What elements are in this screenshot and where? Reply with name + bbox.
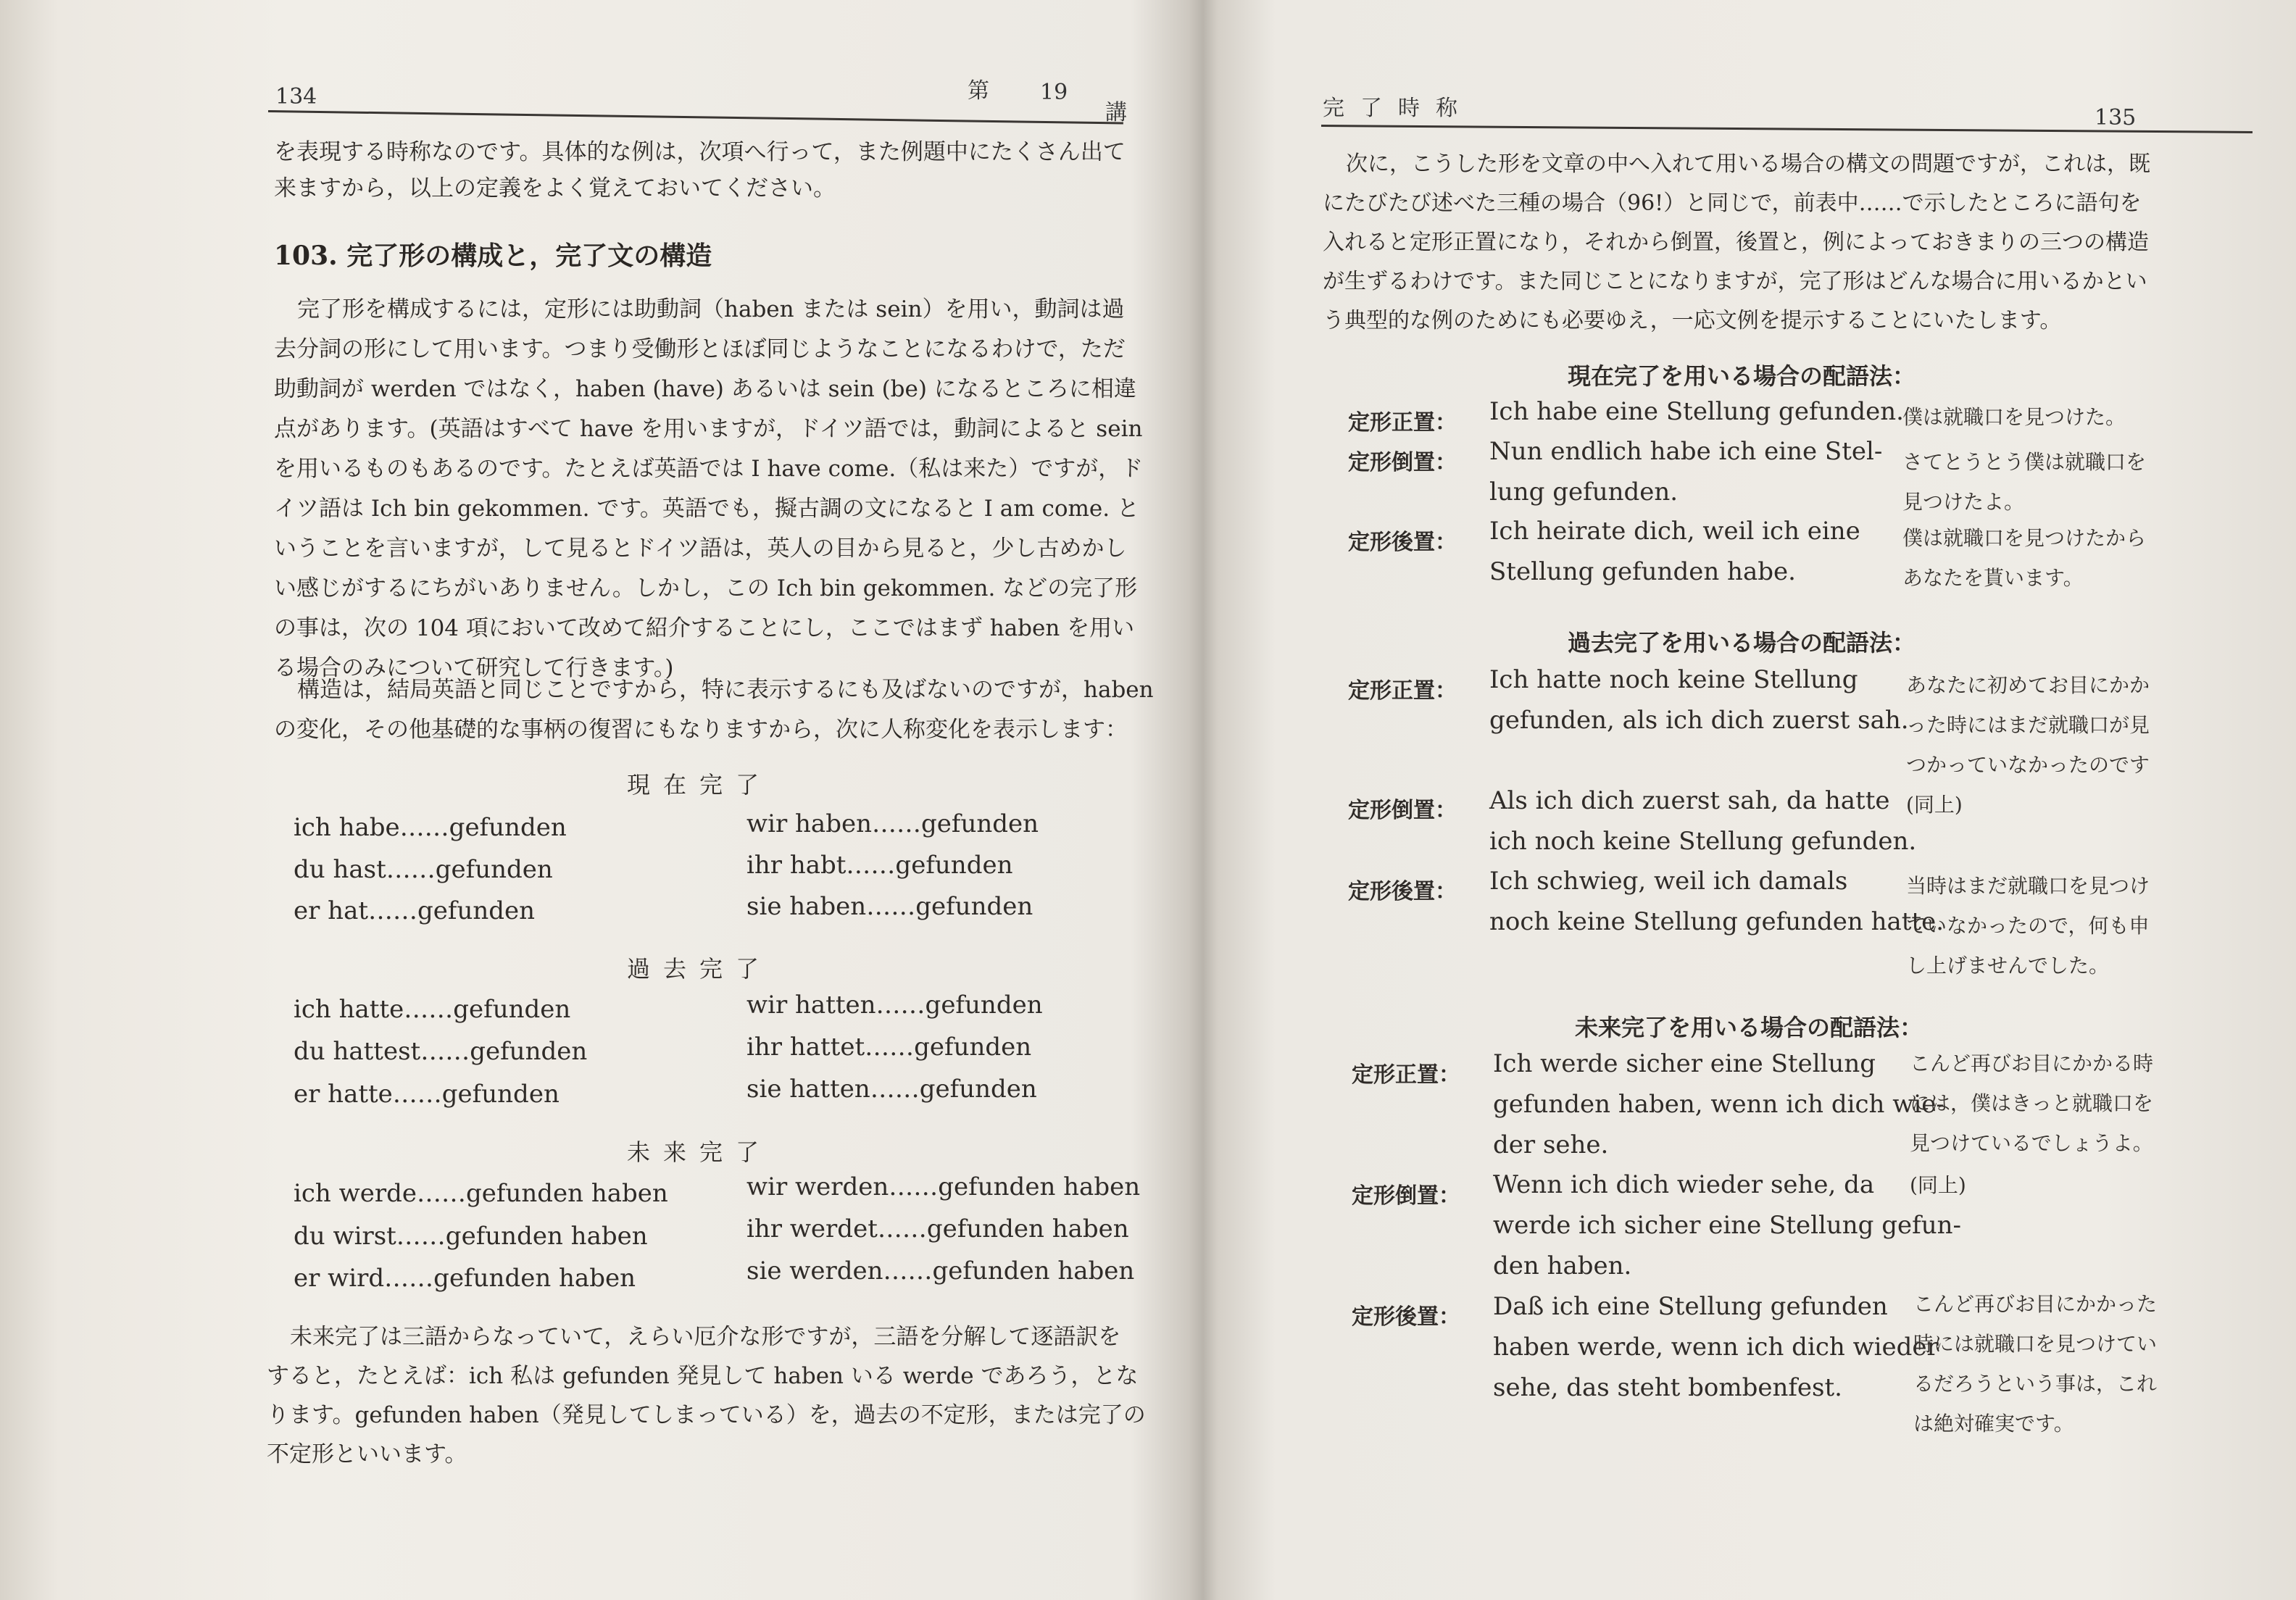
conjugation-cell: wir haben……gefunden [746,809,1039,838]
text-line: 入れると定形正置になり，それから倒置，後置と，例によっておきまりの三つの構造 [1323,230,2149,255]
german-sentence [1493,1164,1961,1286]
text-line: 見つけたよ。 [1902,490,2025,514]
table-title-future-perfect: 未来完了 [627,1138,773,1166]
text-line: (同上) [1910,1173,1966,1197]
japanese-translation [1910,1043,2153,1163]
text-line: Nun endlich habe ich eine Stel- [1489,437,1883,466]
text-line: った時にはまだ就職口が見 [1906,713,2150,737]
section-heading-pluperfect: 過去完了を用いる場合の配語法： [1568,629,1916,657]
text-line: gefunden haben, wenn ich dich wie- [1493,1090,1944,1119]
text-line: の変化，その他基礎的な事柄の復習にもなりますから，次に人称変化を表示します： [274,717,1128,743]
row-label: 定形後置： [1348,879,1457,904]
conjugation-cell: sie haben……gefunden [746,892,1033,921]
text-line: 不定形といいます。 [267,1441,467,1467]
conjugation-cell: er hat……gefunden [294,896,536,925]
text-line: ります。gefunden haben（発見してしまっている）を，過去の不定形，または完了の [267,1402,1146,1428]
text-line: den haben. [1493,1251,1632,1280]
row-label: 定形後置： [1348,530,1457,555]
conjugation-cell: du hast……gefunden [294,855,553,884]
section-heading-103: 103. 完了形の構成と，完了文の構造 [274,241,712,271]
german-sentence [1489,511,1860,592]
text-line: 見つけているでしょうよ。 [1910,1131,2153,1155]
text-line: Ich habe eine Stellung gefunden. [1489,397,1904,426]
text-line: いうことを言いますが，して見るとドイツ語は，英人の目から見ると，少し古めかし [274,536,1127,562]
page-number-left: 134 [275,84,317,109]
paragraph-structure [274,670,1154,750]
section-heading-present-perfect: 現在完了を用いる場合の配語法： [1568,362,1916,390]
text-line: 僕は就職口を見つけた。 [1902,405,2126,429]
text-line: う典型的な例のためにも必要ゆえ，一応文例を提示することにいたします。 [1323,308,2062,333]
german-sentence [1489,780,1916,862]
section-heading-future-perfect: 未来完了を用いる場合の配語法： [1575,1014,1923,1041]
row-label: 定形倒置： [1348,450,1457,475]
text-line: sehe, das steht bombenfest. [1493,1373,1842,1402]
row-label: 定形正置： [1348,678,1457,704]
text-line: 僕は就職口を見つけたから [1902,526,2147,550]
text-line: あなたを貰います。 [1902,566,2084,590]
text-line: の事は，次の 104 項において改めて紹介することにし，ここではまず haben を用い [274,615,1135,641]
chapter-header-dai: 第 [968,78,989,104]
japanese-translation [1902,397,2126,437]
conjugation-cell: ich habe……gefunden [294,813,567,842]
row-label: 定形倒置： [1348,798,1457,823]
conjugation-cell: du hattest……gefunden [294,1037,588,1066]
text-line: 点があります。(英語はすべて have を用いますが，ドイツ語では，動詞によると sein [274,416,1143,442]
intro-paragraph-left [274,134,1126,207]
conjugation-cell: sie werden……gefunden haben [746,1257,1135,1286]
conjugation-cell: er hatte……gefunden [294,1080,560,1109]
japanese-translation [1902,442,2146,522]
text-line: を用いるものもあるのです。たとえば英語では I have come.（私は来た）ですが，ド [274,456,1144,482]
text-line: der sehe. [1493,1130,1609,1159]
text-line: すると，たとえば：ich 私は gefunden 発見して haben いる werde であろう，とな [267,1363,1139,1389]
text-line: い感じがするにちがいありません。しかし，この Ich bin gekommen. などの完了形 [274,575,1138,601]
german-sentence [1493,1286,1939,1408]
text-line: 来ますから，以上の定義をよく覚えておいてください。 [274,175,836,201]
japanese-translation [1902,518,2146,598]
conjugation-cell: ihr hattet……gefunden [746,1033,1032,1062]
text-line: gefunden, als ich dich zuerst sah. [1489,706,1909,735]
row-label: 定形倒置： [1352,1183,1460,1209]
text-line: 次に，こうした形を文章の中へ入れて用いる場合の構文の問題ですが，これは，既 [1346,151,2150,177]
japanese-translation [1906,866,2150,986]
text-line: し上げませんでした。 [1906,954,2110,978]
text-line: Ich schwieg, weil ich damals [1489,867,1848,896]
text-line: lung gefunden. [1489,478,1679,507]
german-sentence [1489,391,1904,432]
conjugation-cell: wir werden……gefunden haben [746,1172,1141,1201]
text-line: 未来完了は三語からなっていて，えらい厄介な形ですが，三語を分解して逐語訳を [290,1324,1121,1350]
text-line: 構造は，結局英語と同じことですから，特に表示するにも及ばないのですが，haben [297,677,1154,703]
intro-paragraph-right [1323,145,2150,341]
text-line: noch keine Stellung gefunden hatte. [1489,907,1944,936]
text-line: さてとうとう僕は就職口を [1902,450,2147,474]
japanese-translation [1906,665,2150,785]
conjugation-cell: ich werde……gefunden haben [294,1179,668,1208]
row-label: 定形正置： [1352,1062,1460,1088]
text-line: 完了形を構成するには，定形には助動詞（haben または sein）を用い，動詞は過 [297,296,1125,322]
row-label: 定形後置： [1352,1304,1460,1330]
german-sentence [1493,1043,1944,1165]
table-title-perfect: 現在完了 [627,771,773,799]
japanese-translation [1906,785,1963,825]
conjugation-cell: sie hatten……gefunden [746,1075,1037,1104]
text-line: Als ich dich zuerst sah, da hatte [1489,786,1890,815]
chapter-header-right: 完了時称 [1323,96,1473,121]
text-line: Ich hatte noch keine Stellung [1489,665,1858,694]
chapter-header-number: 19 [1040,80,1068,105]
paragraph-future-perfect [267,1317,1146,1474]
text-line: を表現する時称なのです。具体的な例は，次項へ行って，また例題中にたくさん出て [274,139,1126,165]
japanese-translation [1913,1284,2157,1443]
text-line: 時には就職口を見つけてい [1913,1332,2158,1356]
text-line: つかっていなかったのです [1906,753,2150,777]
text-line: 助動詞が werden ではなく，haben (have) あるいは sein (be) になるところに相違 [274,376,1136,402]
chapter-header-kou: 講 [1105,100,1127,125]
text-line: werde ich sicher eine Stellung gefun- [1493,1211,1961,1240]
paragraph-composition [274,290,1143,688]
japanese-translation [1910,1165,1966,1205]
text-line: 当時はまだ就職口を見つけ [1906,874,2150,898]
conjugation-cell: ihr werdet……gefunden haben [746,1214,1129,1243]
text-line: イツ語は Ich bin gekommen. です。英語でも，擬古調の文になると I am come. と [274,496,1139,522]
text-line: は絶対確実です。 [1913,1412,2074,1436]
right-page [1207,0,2296,1600]
text-line: Wenn ich dich wieder sehe, da [1493,1170,1875,1199]
text-line: ich noch keine Stellung gefunden. [1489,827,1917,856]
page-number-right: 135 [2095,105,2137,130]
text-line: Daß ich eine Stellung gefunden [1493,1292,1888,1321]
text-line: haben werde, wenn ich dich wieder [1493,1333,1939,1362]
text-line: が生ずるわけです。また同じことになりますが，完了形はどんな場合に用いるかとい [1323,269,2147,294]
conjugation-cell: ich hatte……gefunden [294,995,571,1024]
text-line: る場合のみについて研究して行きます。) [274,655,674,681]
german-sentence [1489,861,1944,942]
header-rule-left [268,110,1123,124]
text-line: (同上) [1906,793,1963,817]
conjugation-cell: ihr habt……gefunden [746,851,1013,880]
text-line: るだろうという事は，これ [1913,1372,2158,1396]
conjugation-cell: er wird……gefunden haben [294,1264,636,1293]
table-title-pluperfect: 過去完了 [627,955,773,983]
conjugation-cell: wir hatten……gefunden [746,991,1043,1020]
text-line: にたびたび述べた三種の場合（96!）と同じで，前表中……で示したところに語句を [1323,191,2142,216]
conjugation-cell: du wirst……gefunden haben [294,1222,648,1251]
text-line: Stellung gefunden habe. [1489,557,1796,586]
german-sentence [1489,659,1909,741]
text-line: には，僕はきっと就職口を [1910,1091,2154,1115]
text-line: あなたに初めてお目にかか [1906,673,2150,697]
german-sentence [1489,431,1882,512]
text-line: 去分詞の形にして用います。つまり受働形とほぼ同じようなことになるわけで，ただ [274,336,1126,362]
text-line: Ich werde sicher eine Stellung [1493,1049,1876,1078]
text-line: Ich heirate dich, weil ich eine [1489,517,1860,546]
text-line: こんど再びお目にかかる時 [1910,1051,2154,1075]
text-line: こんど再びお目にかかった [1913,1292,2158,1316]
row-label: 定形正置： [1348,410,1457,436]
text-line: ていなかったので，何も申 [1906,914,2150,938]
